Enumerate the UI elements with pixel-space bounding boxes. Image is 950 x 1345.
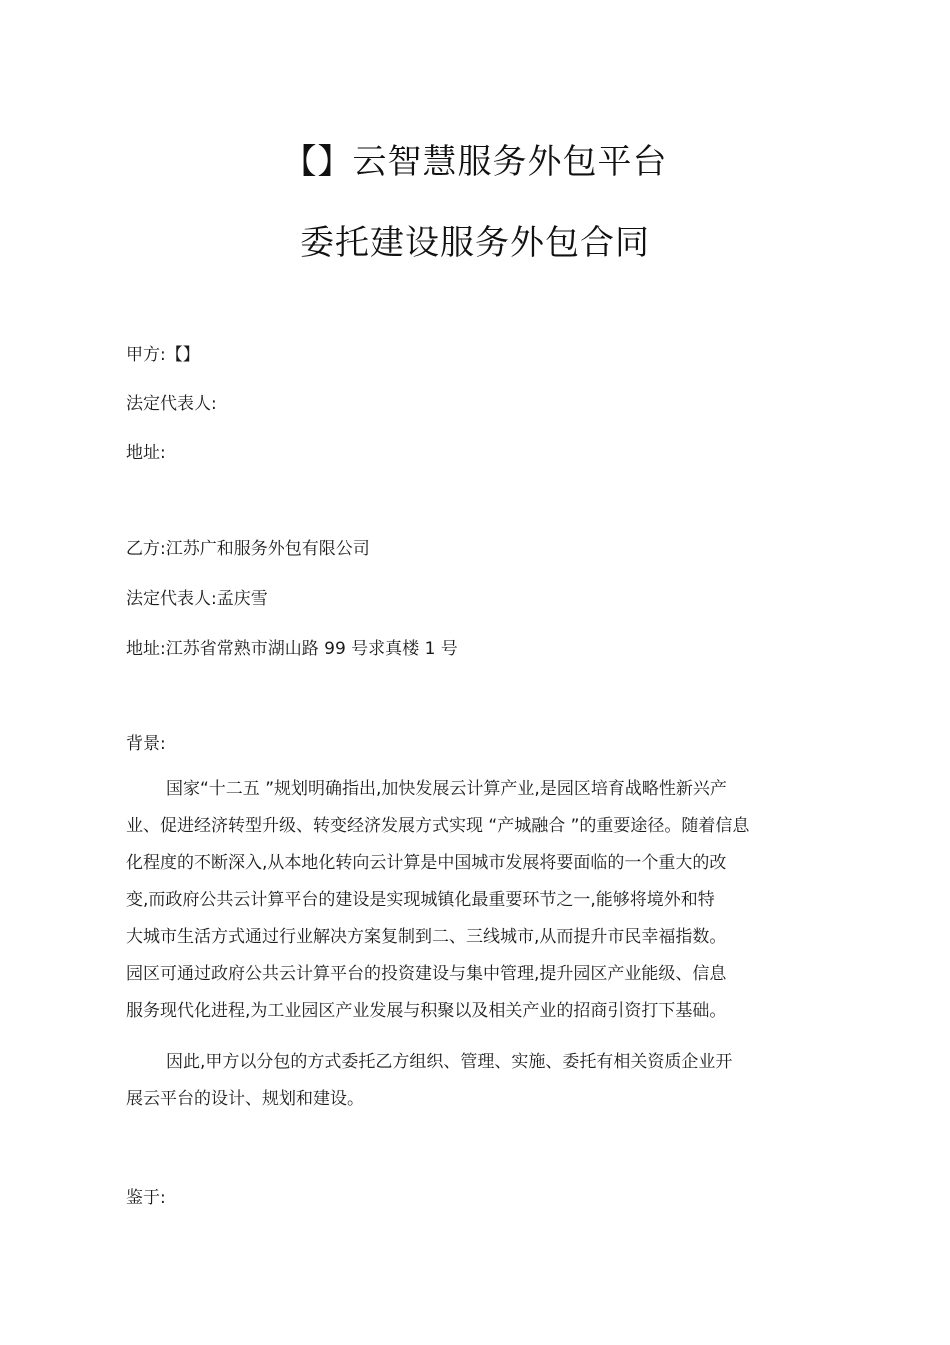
party-a-representative: 法定代表人: — [126, 394, 217, 414]
background-label: 背景: — [126, 734, 166, 754]
paragraph-line: 化程度的不断深入,从本地化转向云计算是中国城市发展将要面临的一个重大的改 — [126, 853, 727, 873]
paragraph-line: 服务现代化进程,为工业园区产业发展与积聚以及相关产业的招商引资打下基础。 — [126, 1001, 727, 1021]
title-line-2: 委托建设服务外包合同 — [300, 223, 650, 263]
paragraph-line: 因此,甲方以分包的方式委托乙方组织、管理、实施、委托有相关资质企业开 — [166, 1052, 733, 1072]
party-a-name: 甲方:【】 — [126, 345, 200, 365]
party-b-representative: 法定代表人:孟庆雪 — [126, 589, 268, 609]
paragraph-line: 变,而政府公共云计算平台的建设是实现城镇化最重要环节之一,能够将境外和特 — [126, 890, 715, 910]
whereas-label: 鉴于: — [126, 1188, 166, 1208]
background-paragraph-2 — [126, 1044, 816, 1118]
party-b-name: 乙方:江苏广和服务外包有限公司 — [126, 539, 370, 559]
paragraph-line: 大城市生活方式通过行业解决方案复制到二、三线城市,从而提升市民幸福指数。 — [126, 927, 727, 947]
background-paragraph-1 — [126, 771, 816, 1030]
party-b-address: 地址:江苏省常熟市湖山路 99 号求真楼 1 号 — [126, 639, 458, 659]
paragraph-line: 园区可通过政府公共云计算平台的投资建设与集中管理,提升园区产业能级、信息 — [126, 964, 727, 984]
title-line-1: 【】云智慧服务外包平台 — [282, 142, 668, 182]
party-a-address: 地址: — [126, 443, 166, 463]
paragraph-line: 展云平台的设计、规划和建设。 — [126, 1089, 364, 1109]
paragraph-line: 国家“十二五 ”规划明确指出,加快发展云计算产业,是园区培育战略性新兴产 — [166, 779, 727, 799]
paragraph-line: 业、促进经济转型升级、转变经济发展方式实现 “产城融合 ”的重要途径。随着信息 — [126, 816, 750, 836]
